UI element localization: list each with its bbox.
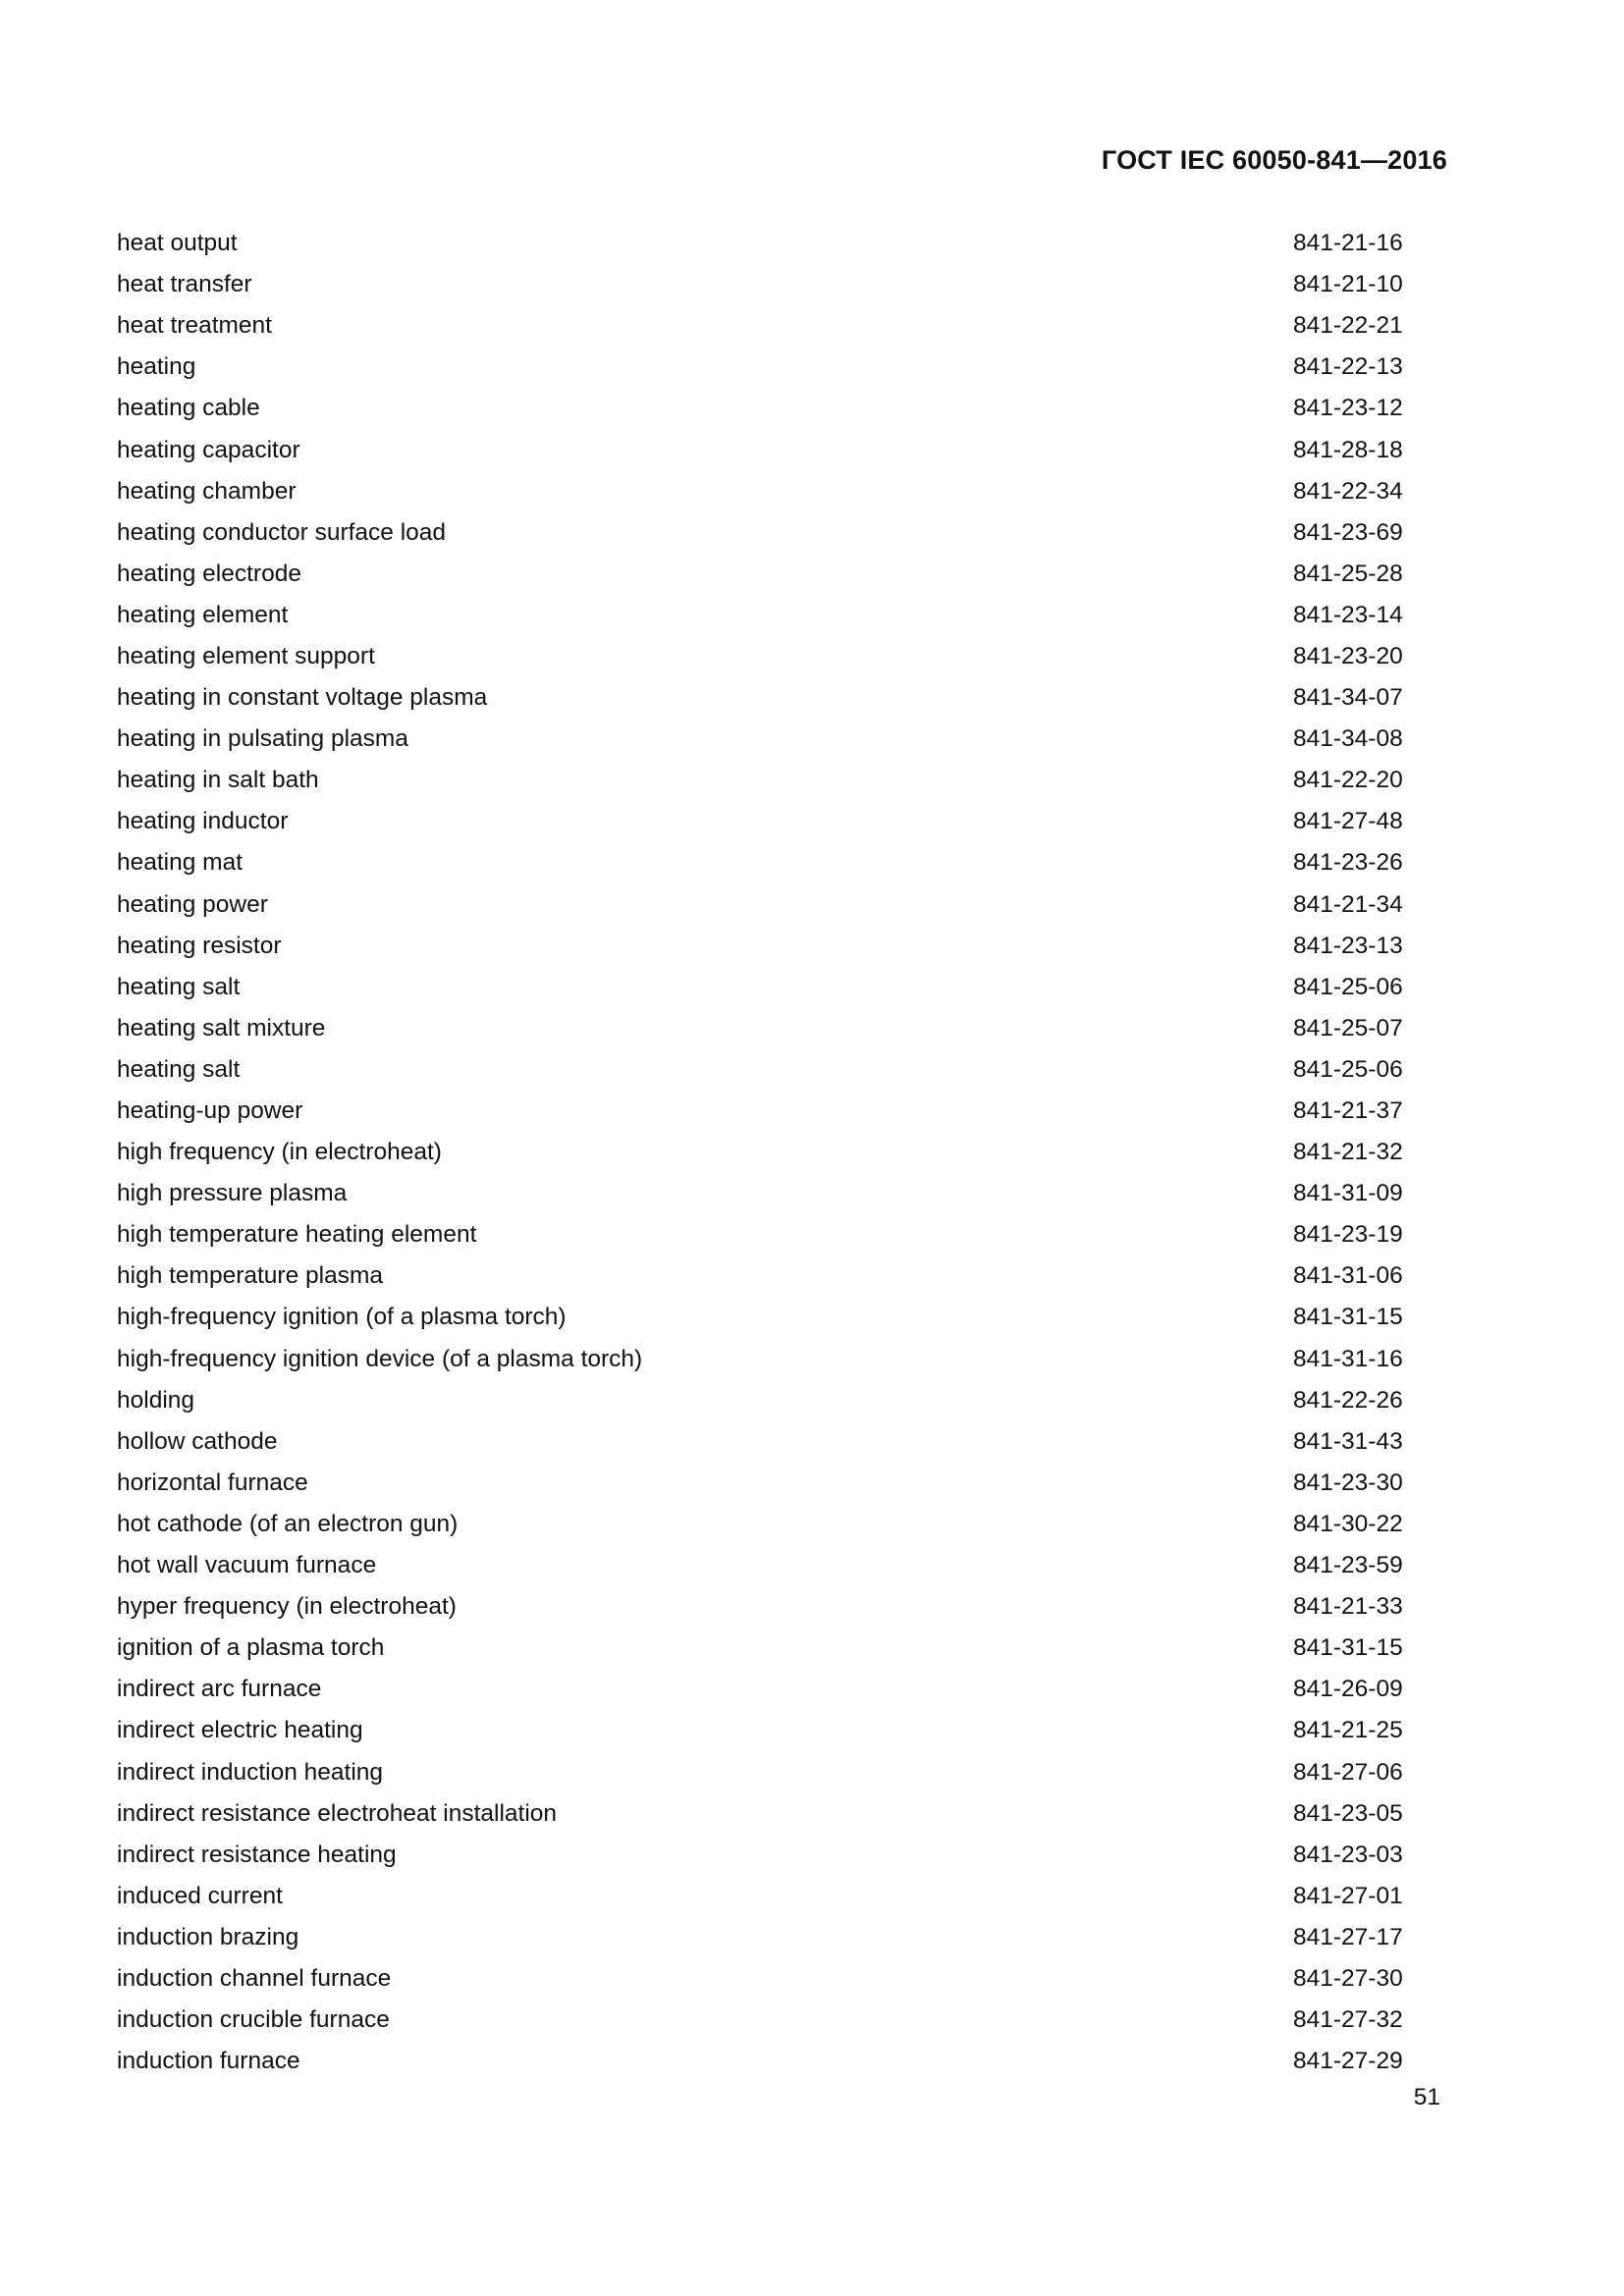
index-row (117, 1049, 1411, 1091)
index-code: 841-23-19 (1293, 1221, 1403, 1249)
index-code: 841-23-59 (1293, 1552, 1403, 1579)
index-term: induction channel furnace (117, 1964, 392, 1992)
index-term: heating in constant voltage plasma (117, 684, 488, 712)
index-code: 841-22-34 (1293, 477, 1403, 505)
index-term: high pressure plasma (117, 1180, 348, 1207)
index-term: holding (117, 1386, 195, 1414)
index-term: hot wall vacuum furnace (117, 1552, 377, 1579)
index-row (117, 1297, 1411, 1338)
index-term: indirect resistance electroheat installation (117, 1799, 558, 1827)
index-term: heating power (117, 890, 268, 918)
index-term: heating-up power (117, 1097, 303, 1125)
index-code: 841-31-16 (1293, 1345, 1403, 1372)
index-term: heating electrode (117, 560, 301, 587)
index-code: 841-31-09 (1293, 1180, 1403, 1207)
index-term: heating in salt bath (117, 767, 319, 794)
page-number: 51 (1413, 2084, 1440, 2110)
index-row (117, 1958, 1411, 2000)
index-term: heating salt (117, 1055, 241, 1083)
index-row (117, 554, 1411, 595)
index-code: 841-31-15 (1293, 1634, 1403, 1662)
index-row (117, 801, 1411, 842)
index-term: indirect resistance heating (117, 1841, 397, 1868)
index-code: 841-30-22 (1293, 1510, 1403, 1537)
index-term: heating (117, 353, 196, 381)
index-code: 841-22-26 (1293, 1386, 1403, 1414)
index-term: heating conductor surface load (117, 518, 447, 546)
index-code: 841-21-33 (1293, 1593, 1403, 1621)
index-term: heat output (117, 230, 238, 257)
document-header: ГОСТ IEC 60050-841—2016 (1101, 145, 1447, 175)
index-code: 841-28-18 (1293, 436, 1403, 463)
index-row (117, 347, 1411, 388)
index-row (117, 1380, 1411, 1421)
index-code: 841-27-17 (1293, 1923, 1403, 1950)
index-code: 841-22-20 (1293, 767, 1403, 794)
index-code: 841-23-12 (1293, 395, 1403, 422)
index-row (117, 223, 1411, 264)
index-code: 841-27-01 (1293, 1882, 1403, 1909)
index-term: heating in pulsating plasma (117, 725, 408, 753)
index-row (117, 1669, 1411, 1710)
index-row (117, 2000, 1411, 2041)
index-code: 841-25-06 (1293, 973, 1403, 1000)
index-row (117, 1545, 1411, 1586)
index-row (117, 1835, 1411, 1876)
index-code: 841-21-25 (1293, 1717, 1403, 1744)
index-row (117, 1173, 1411, 1214)
index-term: heating cable (117, 395, 260, 422)
index-row (117, 1339, 1411, 1380)
index-term: indirect induction heating (117, 1758, 384, 1786)
index-term: hollow cathode (117, 1427, 278, 1455)
index-term: heat treatment (117, 312, 272, 340)
index-code: 841-23-20 (1293, 642, 1403, 669)
index-row (117, 1751, 1411, 1792)
index-row (117, 429, 1411, 470)
index-code: 841-23-05 (1293, 1799, 1403, 1827)
index-code: 841-23-69 (1293, 518, 1403, 546)
index-term: heating inductor (117, 808, 289, 835)
index-code: 841-34-08 (1293, 725, 1403, 753)
index-row (117, 1008, 1411, 1049)
index-row (117, 719, 1411, 760)
index-code: 841-25-07 (1293, 1014, 1403, 1041)
index-term: ignition of a plasma torch (117, 1634, 385, 1662)
index-term: indirect electric heating (117, 1717, 363, 1744)
index-term: high temperature heating element (117, 1221, 477, 1249)
index-term: induction brazing (117, 1923, 299, 1950)
index-code: 841-23-03 (1293, 1841, 1403, 1868)
index-row (117, 1132, 1411, 1173)
index-row (117, 1876, 1411, 1917)
index-row (117, 1463, 1411, 1504)
index-row (117, 1793, 1411, 1835)
index-code: 841-34-07 (1293, 684, 1403, 712)
index-row (117, 1504, 1411, 1545)
index-term: high temperature plasma (117, 1262, 384, 1290)
index-term: hot cathode (of an electron gun) (117, 1510, 459, 1537)
index-term: heating capacitor (117, 436, 300, 463)
index-row (117, 636, 1411, 677)
index-code: 841-22-21 (1293, 312, 1403, 340)
index-term: indirect arc furnace (117, 1676, 322, 1703)
index-code: 841-27-30 (1293, 1964, 1403, 1992)
index-code: 841-31-15 (1293, 1304, 1403, 1331)
index-term: induction crucible furnace (117, 2006, 390, 2034)
index-code: 841-27-48 (1293, 808, 1403, 835)
index-row (117, 1586, 1411, 1628)
index-row (117, 264, 1411, 305)
index-term: heating resistor (117, 932, 282, 959)
index-row (117, 1628, 1411, 1669)
index-code: 841-31-43 (1293, 1427, 1403, 1455)
index-row (117, 884, 1411, 926)
index-term: heat transfer (117, 271, 252, 298)
index-row (117, 1917, 1411, 1958)
index-row (117, 677, 1411, 719)
index-row (117, 388, 1411, 429)
index-term: heating mat (117, 849, 244, 877)
index-row (117, 1710, 1411, 1751)
index-code: 841-27-06 (1293, 1758, 1403, 1786)
index-row (117, 471, 1411, 512)
index-term: induction furnace (117, 2048, 300, 2075)
index-row (117, 967, 1411, 1008)
index-row (117, 1214, 1411, 1255)
index-term: high-frequency ignition (of a plasma torch) (117, 1304, 567, 1331)
index-term: heating salt (117, 973, 241, 1000)
index-code: 841-31-06 (1293, 1262, 1403, 1290)
index-code: 841-27-29 (1293, 2048, 1403, 2075)
index-code: 841-26-09 (1293, 1676, 1403, 1703)
index-term: horizontal furnace (117, 1468, 308, 1496)
index-term: induced current (117, 1882, 283, 1909)
index-code: 841-21-10 (1293, 271, 1403, 298)
index-code: 841-22-13 (1293, 353, 1403, 381)
index-row (117, 1255, 1411, 1297)
index-row (117, 926, 1411, 967)
index-term: high frequency (in electroheat) (117, 1139, 442, 1166)
index-row (117, 1421, 1411, 1463)
index-term: heating salt mixture (117, 1014, 326, 1041)
index-row (117, 305, 1411, 347)
index-row (117, 1091, 1411, 1132)
index-code: 841-21-37 (1293, 1097, 1403, 1125)
index-term: heating element (117, 601, 289, 628)
index-code: 841-21-32 (1293, 1139, 1403, 1166)
index-code: 841-27-32 (1293, 2006, 1403, 2034)
index-row (117, 842, 1411, 883)
index-term: heating chamber (117, 477, 297, 505)
index-term: heating element support (117, 642, 375, 669)
index-row (117, 2041, 1411, 2082)
index-row (117, 760, 1411, 801)
index-code: 841-25-06 (1293, 1055, 1403, 1083)
index-term: hyper frequency (in electroheat) (117, 1593, 457, 1621)
index-row (117, 512, 1411, 554)
index-code: 841-23-14 (1293, 601, 1403, 628)
index-row (117, 595, 1411, 636)
index-term: high-frequency ignition device (of a plasma torch) (117, 1345, 643, 1372)
index-code: 841-25-28 (1293, 560, 1403, 587)
index-code: 841-23-26 (1293, 849, 1403, 877)
term-index-list (117, 223, 1411, 2082)
index-code: 841-21-16 (1293, 230, 1403, 257)
index-code: 841-21-34 (1293, 890, 1403, 918)
index-code: 841-23-30 (1293, 1468, 1403, 1496)
index-code: 841-23-13 (1293, 932, 1403, 959)
